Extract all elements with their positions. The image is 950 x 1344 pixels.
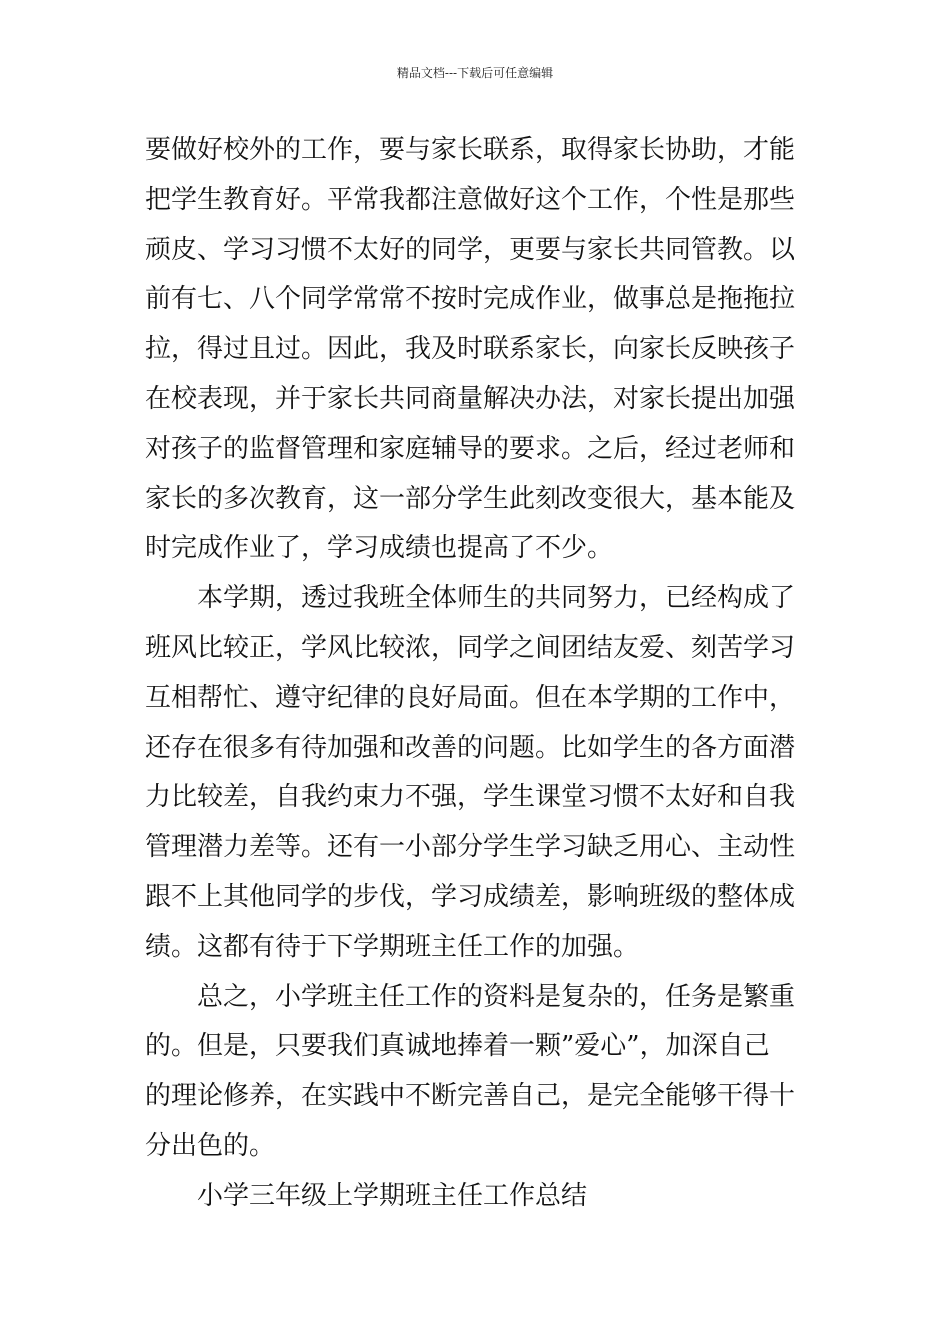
text-line: 拉，得过且过。因此，我及时联系家长，向家长反映孩子 xyxy=(145,334,796,365)
page-header: 精品文档---下载后可任意编辑 xyxy=(396,66,554,80)
body-text xyxy=(145,126,815,1222)
text-line: 的。但是，只要我们真诚地捧着一颗”爱心”，加深自己 xyxy=(145,1031,770,1062)
text-line: 把学生教育好。平常我都注意做好这个工作，个性是那些 xyxy=(145,184,796,215)
text-line: 跟不上其他同学的步伐，学习成绩差，影响班级的整体成 xyxy=(145,881,796,912)
text-line: 管理潜力差等。还有一小部分学生学习缺乏用心、主动性 xyxy=(145,832,796,863)
text-line: 力比较差，自我约束力不强，学生课堂习惯不太好和自我 xyxy=(145,782,796,813)
document-title-line: 小学三年级上学期班主任工作总结 xyxy=(197,1180,588,1211)
text-line: 时完成作业了，学习成绩也提高了不少。 xyxy=(145,533,614,564)
text-line: 的理论修养，在实践中不断完善自己，是完全能够干得十 xyxy=(145,1081,796,1112)
text-line: 顽皮、学习习惯不太好的同学，更要与家长共同管教。以 xyxy=(145,234,796,265)
text-line: 还存在很多有待加强和改善的问题。比如学生的各方面潜 xyxy=(145,732,796,763)
text-line: 绩。这都有待于下学期班主任工作的加强。 xyxy=(145,931,640,962)
text-line: 本学期，透过我班全体师生的共同努力，已经构成了 xyxy=(197,583,796,614)
text-line: 前有七、八个同学常常不按时完成作业，做事总是拖拖拉 xyxy=(145,284,796,315)
text-line: 要做好校外的工作，要与家长联系，取得家长协助，才能 xyxy=(145,135,796,165)
text-line: 班风比较正，学风比较浓，同学之间团结友爱、刻苦学习 xyxy=(145,632,796,663)
text-line: 对孩子的监督管理和家庭辅导的要求。之后，经过老师和 xyxy=(145,433,796,464)
text-line: 家长的多次教育，这一部分学生此刻改变很大，基本能及 xyxy=(145,483,796,514)
text-line: 总之，小学班主任工作的资料是复杂的，任务是繁重 xyxy=(197,981,796,1012)
text-line: 互相帮忙、遵守纪律的良好局面。但在本学期的工作中， xyxy=(145,682,796,713)
text-line: 分出色的。 xyxy=(145,1130,276,1161)
text-line: 在校表现，并于家长共同商量解决办法，对家长提出加强 xyxy=(145,383,796,414)
